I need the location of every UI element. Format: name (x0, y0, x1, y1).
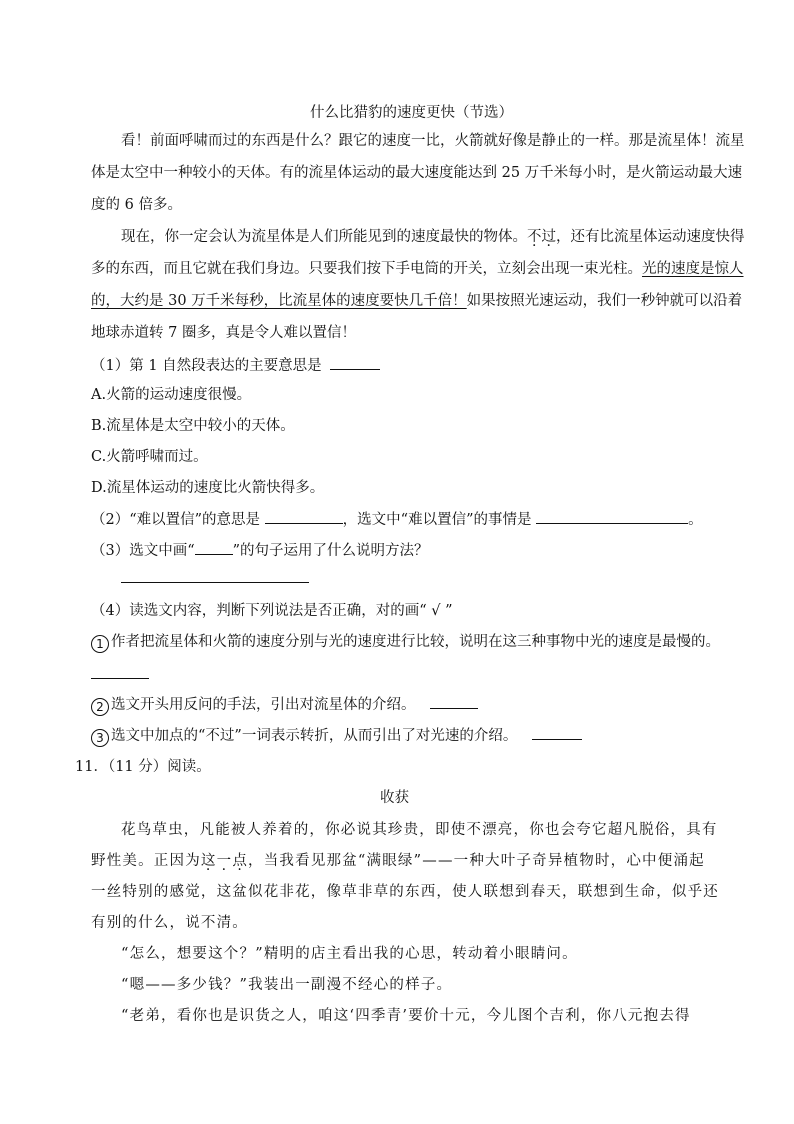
paragraph-line: “老弟，看你也是识货之人，咱这‘四季青’要价十元，今儿图个吉利，你八元抱去得 (121, 1008, 691, 1024)
question-text: （1）第 1 自然段表达的主要意思是 (91, 358, 322, 374)
statement-text: 选文开头用反问的手法，引出对流星体的介绍。 (111, 697, 416, 713)
paragraph-line: 看！前面呼啸而过的东西是什么？跟它的速度一比，火箭就好像是静止的一样。那是流星体！流星 (121, 133, 745, 149)
underlined-sentence: 的，大约是 30 万千米每秒，比流星体的速度要快几千倍！ (91, 293, 467, 309)
question-3 (91, 540, 429, 561)
paragraph-line: 体是太空中一种较小的天体。有的流星体运动的最大速度能达到 25 万千米每小时，是火箭运动最大速 (91, 165, 743, 181)
question-1 (91, 355, 380, 376)
emphasis-dot-char: 过 (541, 229, 556, 245)
question-4: （4）读选文内容，判断下列说法是否正确，对的画“ √ ” (91, 603, 453, 619)
circled-number: 2 (91, 698, 109, 716)
statement-text: 作者把流星体和火箭的速度分别与光的速度进行比较，说明在这三种事物中光的速度是最慢的。 (111, 634, 720, 650)
paragraph-line: 地球赤道转 7 圈多，真是令人难以置信！ (91, 325, 356, 341)
passage-title: 收获 (380, 790, 409, 806)
option-a: A.火箭的运动速度很慢。 (91, 387, 252, 403)
paragraph-line: “怎么，想要这个？”精明的店主看出我的心思，转动着小眼睛问。 (121, 946, 578, 962)
text-span: 如果按照光速运动，我们一秒钟就可以沿着 (466, 293, 743, 309)
underline-sample (195, 540, 233, 555)
paragraph-line (91, 259, 744, 279)
emphasis-dot-char: 不 (527, 229, 542, 245)
text-span: ，当我看见那盆“满眼绿”——一种大叶子奇异植物时，心中便涌起 (248, 853, 705, 869)
answer-blank[interactable] (330, 355, 380, 370)
emphasis-dot-char: 这 (200, 853, 217, 869)
question-text: （2）“难以置信”的意思是 (91, 512, 261, 528)
answer-blank[interactable] (536, 509, 688, 524)
answer-blank[interactable] (430, 694, 478, 709)
circled-number: 3 (91, 729, 109, 747)
emphasis-dot-char: 点 (232, 853, 249, 869)
paragraph-line: “嗯——多少钱？”我装出一副漫不经心的样子。 (121, 977, 453, 993)
text-span: 现在，你一定会认为流星体是人们所能见到的速度最快的物体。 (121, 229, 527, 245)
paragraph-line (91, 851, 705, 871)
paragraph-line (121, 227, 745, 247)
statement-1 (91, 632, 720, 653)
answer-line[interactable] (121, 582, 309, 583)
statement-text: 选文中加点的“不过”一词表示转折，从而引出了对光速的介绍。 (111, 728, 518, 744)
paragraph-line: 度的 6 倍多。 (91, 197, 182, 213)
answer-blank[interactable] (532, 725, 582, 740)
underlined-sentence: 光的速度是惊人 (642, 261, 744, 277)
paragraph-line: 有别的什么，说不清。 (91, 915, 248, 931)
option-b: B.流星体是太空中较小的天体。 (91, 418, 295, 434)
option-d: D.流星体运动的速度比火箭快得多。 (91, 480, 325, 496)
question-text: ”的句子运用了什么说明方法？ (232, 543, 429, 559)
answer-blank[interactable] (91, 678, 149, 679)
passage-title: 什么比猎豹的速度更快（节选） (310, 105, 513, 121)
text-span: 野性美。正因为 (91, 853, 201, 869)
text-span: ，还有比流星体运动速度快得 (556, 229, 745, 245)
question-11-header: 11．（11 分）阅读。 (75, 759, 211, 775)
question-2 (91, 509, 703, 530)
option-c: C.火箭呼啸而过。 (91, 449, 208, 465)
emphasis-dot-char: 一 (216, 853, 233, 869)
answer-blank[interactable] (265, 509, 343, 524)
question-text: （3）选文中画“ (91, 543, 195, 559)
question-text: 。 (688, 512, 703, 528)
circled-number: 1 (91, 635, 109, 653)
question-text: ，选文中“难以置信”的事情是 (342, 512, 532, 528)
text-span: 多的东西，而且它就在我们身边。只要我们按下手电筒的开关，立刻会出现一束光柱。 (91, 261, 642, 277)
paragraph-line: 一丝特别的感觉，这盆似花非花，像草非草的东西，使人联想到春天，联想到生命，似乎还 (91, 884, 719, 900)
paragraph-line (91, 291, 742, 311)
paragraph-line: 花鸟草虫，凡能被人养着的，你必说其珍贵，即使不漂亮，你也会夸它超凡脱俗，具有 (121, 822, 718, 838)
statement-3 (91, 725, 582, 747)
statement-2 (91, 694, 478, 716)
